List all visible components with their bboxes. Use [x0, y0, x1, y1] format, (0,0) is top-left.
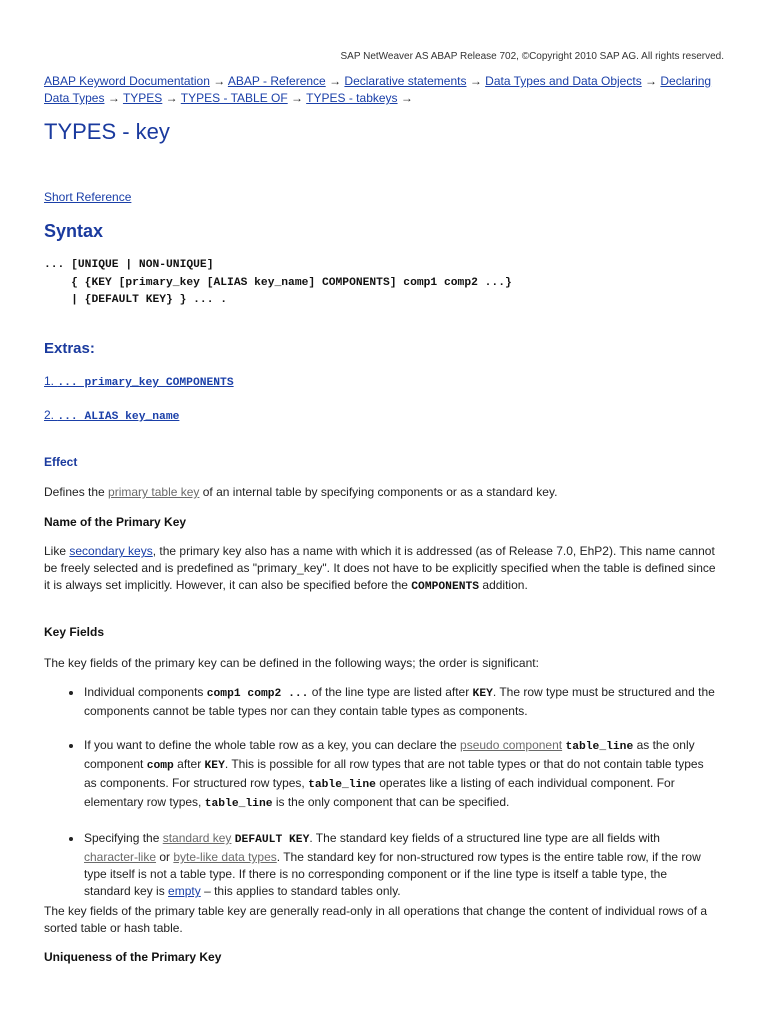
link-empty[interactable]: empty [168, 884, 201, 898]
name-paragraph [44, 543, 716, 596]
list-item [84, 684, 716, 720]
link-pseudo-component[interactable]: pseudo component [460, 738, 563, 752]
breadcrumb-link-abap-reference[interactable]: ABAP - Reference [227, 74, 326, 88]
breadcrumb-link-data-types-and-data-objects[interactable]: Data Types and Data Objects [485, 74, 642, 88]
code: KEY [204, 760, 225, 772]
breadcrumb-link-declaring-data-types[interactable]: Declaring Data Types [44, 74, 712, 105]
breadcrumb-separator: → [645, 74, 658, 88]
syntax-heading: Syntax [44, 221, 104, 241]
text: as the only component [84, 738, 695, 771]
extra-code: ... primary_key COMPONENTS [57, 377, 234, 389]
effect-paragraph [44, 484, 716, 501]
breadcrumb-separator: → [469, 74, 482, 88]
list-item [84, 830, 716, 900]
breadcrumb-link-types-tabkeys[interactable]: TYPES - tabkeys [306, 91, 398, 105]
text: or [156, 850, 174, 864]
code: table_line [204, 798, 273, 810]
breadcrumb-separator: → [291, 91, 304, 105]
syntax-line: ... [UNIQUE | NON-UNIQUE] [44, 259, 214, 271]
code: table_line [565, 741, 634, 753]
code: table_line [308, 779, 376, 791]
code: comp1 comp2 ... [206, 688, 309, 700]
breadcrumb-separator: → [107, 91, 120, 105]
list-item [84, 737, 716, 813]
code: DEFAULT KEY [234, 834, 310, 846]
key-fields-closing: The key fields of the primary table key are generally read-only in all operations that change the content of individual rows of a sorted table or hash table. [44, 904, 708, 935]
text: . This is possible for all row types that are not table types or that do not contain table types as components. For structured row types, [84, 757, 704, 790]
extras-heading: Extras: [44, 340, 95, 357]
text: . The standard key fields of a structured line type are all fields with [309, 831, 660, 845]
text: . The standard key for non-structured row types is the entire table row, if the row type itself is not a table type. If there is no corresponding component or if the line type is itself a table type, the standard key is [84, 850, 701, 898]
breadcrumb-separator: → [165, 91, 178, 105]
extra-link-alias-key-name[interactable] [44, 407, 179, 426]
breadcrumb-separator: → [329, 74, 342, 88]
page-title: TYPES - key [44, 119, 170, 144]
syntax-block [44, 257, 512, 310]
text: If you want to define the whole table row as a key, you can declare the [84, 738, 461, 752]
text: , the primary key also has a name with which it is addressed (as of Release 7.0, EhP2). This name cannot be freely selected and is predefined as "primary_key". It does not have to be explicitly specified when the table is defined since it is always set implicitly. However, it can also be specified before the [44, 544, 716, 592]
text: . The row type must be structured and the components cannot be table types nor can they contain table types as components. [84, 685, 715, 718]
link-standard-key[interactable]: standard key [162, 831, 232, 845]
text: is the only component that can be specified. [272, 795, 510, 809]
code: KEY [472, 688, 493, 700]
text: Specifying the [84, 831, 163, 845]
short-reference-link[interactable]: Short Reference [44, 190, 132, 204]
extra-number: 1. [44, 374, 55, 388]
breadcrumb-link-declarative-statements[interactable]: Declarative statements [344, 74, 467, 88]
code: comp [146, 760, 174, 772]
text: Individual components [84, 685, 207, 699]
copyright-notice: SAP NetWeaver AS ABAP Release 702, ©Copyright 2010 SAP AG. All rights reserved. [340, 51, 724, 62]
breadcrumb-separator: → [400, 91, 413, 105]
text: addition. [479, 578, 528, 592]
text: of an internal table by specifying components or as a standard key. [199, 485, 558, 499]
text: of the line type are listed after [308, 685, 473, 699]
text: Defines the [44, 485, 109, 499]
breadcrumb-link-types[interactable]: TYPES [122, 91, 163, 105]
extra-number: 2. [44, 408, 55, 422]
text: Like [44, 544, 70, 558]
breadcrumb-link-types-table-of[interactable]: TYPES - TABLE OF [180, 91, 288, 105]
uniqueness-heading: Uniqueness of the Primary Key [44, 950, 222, 964]
text: operates like a listing of each individual component. For elementary row types, [84, 776, 675, 809]
name-of-primary-key-heading: Name of the Primary Key [44, 515, 187, 529]
key-fields-list [44, 684, 764, 912]
key-fields-intro: The key fields of the primary key can be defined in the following ways; the order is significant: [44, 656, 539, 670]
link-primary-table-key[interactable]: primary table key [108, 485, 200, 499]
text: – this applies to standard tables only. [200, 884, 401, 898]
text: after [173, 757, 205, 771]
syntax-line: | {DEFAULT KEY} } ... . [44, 294, 228, 306]
link-character-like[interactable]: character-like [84, 850, 157, 864]
breadcrumb-link-abap-keyword-documentation[interactable]: ABAP Keyword Documentation [44, 74, 210, 88]
link-byte-like-data-types[interactable]: byte-like data types [173, 850, 277, 864]
breadcrumb-separator: → [213, 74, 226, 88]
extra-code: ... ALIAS key_name [57, 411, 180, 423]
key-fields-heading: Key Fields [44, 625, 105, 639]
code-components: COMPONENTS [411, 581, 480, 593]
extra-link-primary-key-components[interactable] [44, 373, 234, 392]
effect-heading: Effect [44, 455, 78, 469]
syntax-line: { {KEY [primary_key [ALIAS key_name] COMPONENTS] comp1 comp2 ...} [44, 276, 512, 289]
breadcrumb [44, 73, 724, 107]
link-secondary-keys[interactable]: secondary keys [69, 544, 153, 558]
